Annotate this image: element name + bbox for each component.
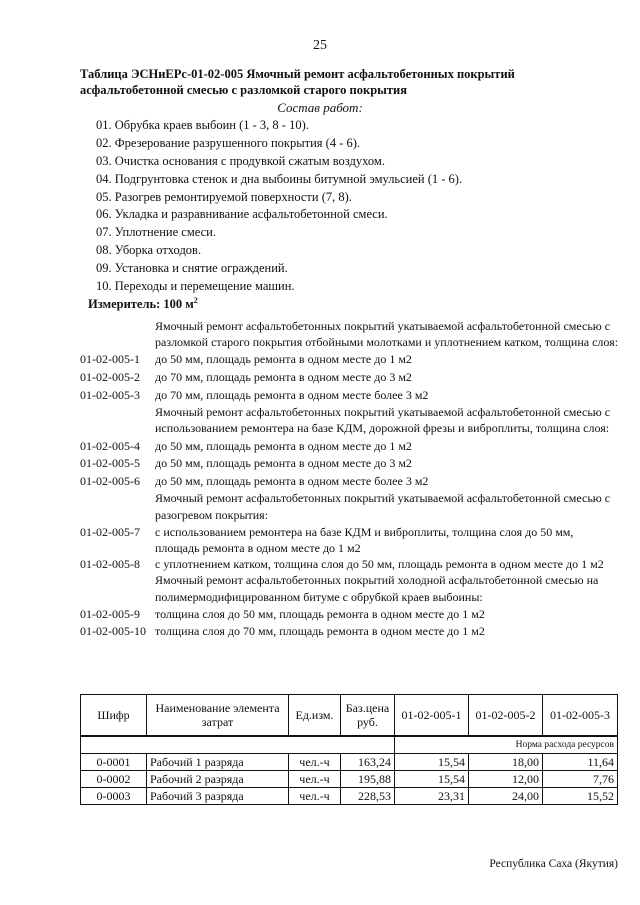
- cell-code: 0-0001: [81, 754, 147, 771]
- work-item: 08. Уборка отходов.: [96, 243, 202, 258]
- work-item: 10. Переходы и перемещение машин.: [96, 279, 295, 294]
- norm-code: 01-02-005-9: [80, 606, 140, 621]
- cell-norm: 7,76: [543, 771, 618, 788]
- work-item: 09. Установка и снятие ограждений.: [96, 261, 288, 276]
- cell-price: 195,88: [341, 771, 395, 788]
- table-row: [81, 788, 618, 805]
- cell-code: 0-0002: [81, 771, 147, 788]
- header-code: Шифр: [81, 695, 147, 737]
- blank-cell: [81, 736, 395, 754]
- work-item: 02. Фрезерование разрушенного покрытия (4 - 6).: [96, 135, 361, 150]
- norm-row: [80, 438, 620, 456]
- table-header-row: [81, 695, 618, 737]
- page-number: 25: [313, 38, 327, 53]
- cell-unit: чел.-ч: [289, 771, 341, 788]
- header-base-price: Баз.цена руб.: [341, 695, 395, 737]
- cell-name: Рабочий 3 разряда: [147, 788, 289, 805]
- norm-text: до 50 мм, площадь ремонта в одном месте до 1 м2: [155, 352, 412, 367]
- work-item: 01. Обрубка краев выбоин (1 - 3, 8 - 10).: [96, 118, 309, 132]
- norm-row: [80, 606, 620, 624]
- work-item: 05. Разогрев ремонтируемой поверхности (7, 8).: [96, 189, 352, 204]
- cell-unit: чел.-ч: [289, 788, 341, 805]
- norm-text: до 70 мм, площадь ремонта в одном месте до 3 м2: [155, 370, 412, 384]
- cell-unit: чел.-ч: [289, 754, 341, 771]
- composition-title: Состав работ:: [277, 100, 363, 115]
- norm-code: 01-02-005-8: [80, 557, 140, 572]
- table-row: [81, 754, 618, 771]
- norm-label: Норма расхода ресурсов: [395, 736, 618, 754]
- cell-name: Рабочий 2 разряда: [147, 771, 289, 788]
- norm-text: с использованием ремонтера на базе КДМ и виброплиты, толщина слоя до 50 мм, площадь ремонта в одном месте до 1 м2: [155, 524, 574, 555]
- table-row: [81, 771, 618, 788]
- cell-norm: 23,31: [395, 788, 469, 805]
- header-unit: Ед.изм.: [289, 695, 341, 737]
- group-description: Ямочный ремонт асфальтобетонных покрытий укатываемой асфальтобетонной смесью с использованием ремонтера на базе КДМ, дорожной фрезы и виброплиты, толщина слоя:: [155, 405, 611, 436]
- norm-code: 01-02-005-1: [80, 352, 140, 367]
- norm-code: 01-02-005-3: [80, 387, 140, 402]
- resource-table: [80, 694, 618, 805]
- norm-row: [80, 351, 620, 369]
- cell-norm: 15,52: [543, 788, 618, 805]
- norm-row: [80, 455, 620, 473]
- cell-norm: 15,54: [395, 754, 469, 771]
- norms-list: [80, 318, 620, 641]
- group-description: Ямочный ремонт асфальтобетонных покрытий укатываемой асфальтобетонной смесью с разогревом покрытия:: [155, 491, 611, 522]
- norm-code: 01-02-005-7: [80, 524, 140, 539]
- norm-text: до 50 мм, площадь ремонта в одном месте более 3 м2: [155, 473, 429, 488]
- norm-row: [80, 473, 620, 491]
- norm-text: до 70 мм, площадь ремонта в одном месте более 3 м2: [155, 387, 429, 402]
- norm-text: толщина слоя до 50 мм, площадь ремонта в одном месте до 1 м2: [155, 606, 485, 621]
- header-norm-3: 01-02-005-3: [543, 695, 618, 737]
- norm-code: 01-02-005-5: [80, 456, 140, 471]
- work-item: 03. Очистка основания с продувкой сжатым воздухом.: [96, 153, 385, 168]
- measure-superscript: 2: [193, 296, 198, 305]
- norm-text: до 50 мм, площадь ремонта в одном месте до 3 м2: [155, 456, 412, 471]
- norm-code: 01-02-005-2: [80, 370, 140, 384]
- resource-table-container: [80, 694, 617, 805]
- norm-text: до 50 мм, площадь ремонта в одном месте до 1 м2: [155, 438, 412, 453]
- norm-row: [80, 387, 620, 405]
- header-name: Наименование элемента затрат: [147, 695, 289, 737]
- norm-row: [80, 369, 620, 387]
- measure-label: Измеритель: 100 м: [88, 297, 194, 312]
- norm-code: 01-02-005-4: [80, 438, 140, 453]
- cell-norm: 18,00: [469, 754, 543, 771]
- norm-row: [80, 623, 620, 641]
- table-title: Таблица ЭСНиЕРс-01-02-005 Ямочный ремонт асфальтобетонных покрытий асфальтобетонной смесью с разломкой старого покрытия: [80, 67, 515, 97]
- works-list: [96, 117, 462, 296]
- norm-code: 01-02-005-6: [80, 473, 140, 488]
- norm-text: с уплотнением катком, толщина слоя до 50 мм, площадь ремонта в одном месте до 1 м2: [155, 557, 604, 572]
- norm-text: толщина слоя до 70 мм, площадь ремонта в одном месте до 1 м2: [155, 624, 485, 639]
- cell-norm: 24,00: [469, 788, 543, 805]
- norm-label-row: [81, 736, 618, 754]
- group-description: Ямочный ремонт асфальтобетонных покрытий холодной асфальтобетонной смесью на полимермодифицированном битуме с обрубкой краев выбоины:: [155, 573, 599, 604]
- cell-norm: 11,64: [543, 754, 618, 771]
- cell-code: 0-0003: [81, 788, 147, 805]
- norm-row: [80, 524, 620, 556]
- cell-price: 228,53: [341, 788, 395, 805]
- cell-norm: 15,54: [395, 771, 469, 788]
- header-norm-2: 01-02-005-2: [469, 695, 543, 737]
- work-item: 06. Укладка и разравнивание асфальтобетонной смеси.: [96, 207, 388, 222]
- measure-unit: [88, 296, 198, 312]
- cell-name: Рабочий 1 разряда: [147, 754, 289, 771]
- header-norm-1: 01-02-005-1: [395, 695, 469, 737]
- work-item: 07. Уплотнение смеси.: [96, 225, 216, 240]
- group-description: Ямочный ремонт асфальтобетонных покрытий укатываемой асфальтобетонной смесью с разломкой старого покрытия отбойными молотками и уплотнением катком, толщина слоя:: [155, 319, 619, 350]
- norm-code: 01-02-005-10: [80, 624, 146, 639]
- work-item: 04. Подгрунтовка стенок и дна выбоины битумной эмульсией (1 - 6).: [96, 171, 463, 186]
- norm-row: [80, 556, 620, 572]
- cell-norm: 12,00: [469, 771, 543, 788]
- cell-price: 163,24: [341, 754, 395, 771]
- footer-region: Республика Саха (Якутия): [489, 858, 618, 870]
